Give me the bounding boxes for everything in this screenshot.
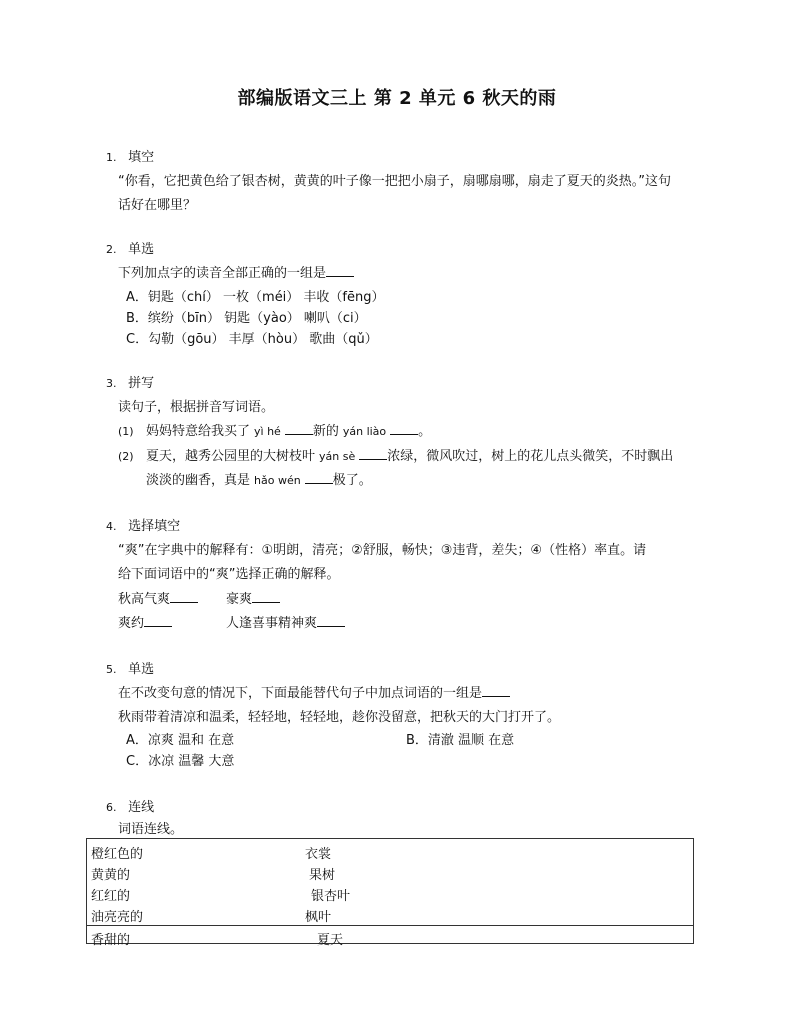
question-3-header (106, 372, 154, 391)
left-word[interactable]: 橙红色的 (91, 847, 144, 862)
question-6-header (106, 796, 154, 815)
question-type: 填空 (128, 150, 155, 165)
question-6-stem: 词语连线。 (118, 822, 184, 837)
answer-blank[interactable] (317, 614, 345, 627)
pinyin: yán liào (342, 425, 387, 438)
pinyin: yì hé (254, 425, 281, 438)
stem-text: 在不改变句意的情况下，下面最能替代句子中加点词语的一组是 (118, 686, 483, 701)
answer-blank[interactable] (144, 614, 172, 627)
question-2-header (106, 238, 154, 257)
right-word[interactable]: 夏天 (317, 933, 344, 948)
word-text: 秋高气爽 (118, 592, 171, 607)
left-word[interactable]: 黄黄的 (91, 868, 131, 883)
question-4-line-2: 给下面词语中的“爽”选择正确的解释。 (118, 567, 340, 582)
left-word[interactable]: 红红的 (91, 889, 131, 904)
question-type: 单选 (128, 242, 155, 257)
text-segment: 。 (418, 424, 432, 439)
word-text: 豪爽 (226, 592, 253, 607)
question-2-stem (118, 262, 354, 281)
answer-blank[interactable] (252, 590, 280, 603)
answer-blank[interactable] (326, 264, 354, 277)
question-type: 连线 (128, 800, 155, 815)
stem-text: 下列加点字的读音全部正确的一组是 (118, 266, 327, 281)
question-1-line-1: “你看，它把黄色给了银杏树，黄黄的叶子像一把把小扇子，扇哪扇哪，扇走了夏天的炎热。”这句 (118, 174, 671, 189)
question-4-header (106, 515, 180, 534)
answer-blank[interactable] (285, 422, 313, 435)
answer-blank[interactable] (305, 471, 333, 484)
left-word[interactable]: 香甜的 (91, 933, 131, 948)
right-word[interactable]: 银杏叶 (311, 889, 351, 904)
word-item (226, 588, 280, 607)
question-3-sentence-2 (118, 445, 673, 464)
question-1-line-2: 话好在哪里？ (118, 198, 197, 213)
option-a[interactable]: A．凉爽 温和 在意 (126, 733, 235, 748)
question-number: 3. (106, 377, 117, 390)
word-text: 人逢喜事精神爽 (226, 616, 318, 631)
word-text: 爽约 (118, 616, 145, 631)
question-5-stem (118, 682, 510, 701)
question-number: 2. (106, 243, 117, 256)
matching-table (86, 838, 694, 948)
word-item (118, 612, 172, 631)
question-4-line-1: “爽”在字典中的解释有：①明朗，清亮；②舒服，畅快；③违背，差失；④（性格）率直。请 (118, 543, 647, 558)
word-item (226, 612, 345, 631)
option-c[interactable]: C．冰凉 温馨 大意 (126, 754, 235, 769)
left-word[interactable]: 油亮亮的 (91, 910, 144, 925)
pinyin: hǎo wén (254, 474, 301, 487)
question-type: 拼写 (128, 376, 155, 391)
row-divider (87, 925, 693, 926)
question-number: 4. (106, 520, 117, 533)
page-title: 部编版语文三上 第 2 单元 6 秋天的雨 (237, 88, 557, 109)
question-type: 选择填空 (128, 519, 181, 534)
option-a[interactable]: A．钥匙（chí） 一枚（méi） 丰收（fēng） (126, 290, 385, 305)
pinyin: yán sè (319, 450, 356, 463)
right-word[interactable]: 枫叶 (305, 910, 332, 925)
sub-number: (1) (118, 425, 134, 438)
text-segment: 新的 (312, 424, 339, 439)
text-segment: 夏天，越秀公园里的大树枝叶 (146, 449, 316, 464)
answer-blank[interactable] (390, 422, 418, 435)
answer-blank[interactable] (482, 684, 510, 697)
option-b[interactable]: B．清澈 温顺 在意 (406, 733, 515, 748)
question-3-sentence-2-cont (146, 469, 372, 488)
question-5-sentence: 秋雨带着清凉和温柔，轻轻地，轻轻地，趁你没留意，把秋天的大门打开了。 (118, 710, 561, 725)
word-item (118, 588, 198, 607)
question-number: 6. (106, 801, 117, 814)
question-3-sentence-1 (118, 420, 431, 439)
answer-blank[interactable] (359, 447, 387, 460)
question-number: 1. (106, 151, 117, 164)
question-3-stem: 读句子，根据拼音写词语。 (118, 400, 275, 415)
option-c[interactable]: C．勾勒（gōu） 丰厚（hòu） 歌曲（qǔ） (126, 332, 378, 347)
text-segment: 极了。 (332, 473, 372, 488)
sub-number: (2) (118, 450, 134, 463)
answer-blank[interactable] (170, 590, 198, 603)
right-word[interactable]: 果树 (309, 868, 336, 883)
question-1-header (106, 146, 154, 165)
question-type: 单选 (128, 662, 155, 677)
text-segment: 淡淡的幽香，真是 (146, 473, 251, 488)
right-word[interactable]: 衣裳 (305, 847, 332, 862)
text-segment: 浓绿，微风吹过，树上的花儿点头微笑，不时飘出 (387, 449, 674, 464)
option-b[interactable]: B．缤纷（bīn） 钥匙（yào） 喇叭（ci） (126, 311, 367, 326)
question-number: 5. (106, 663, 117, 676)
question-5-header (106, 658, 154, 677)
text-segment: 妈妈特意给我买了 (146, 424, 251, 439)
